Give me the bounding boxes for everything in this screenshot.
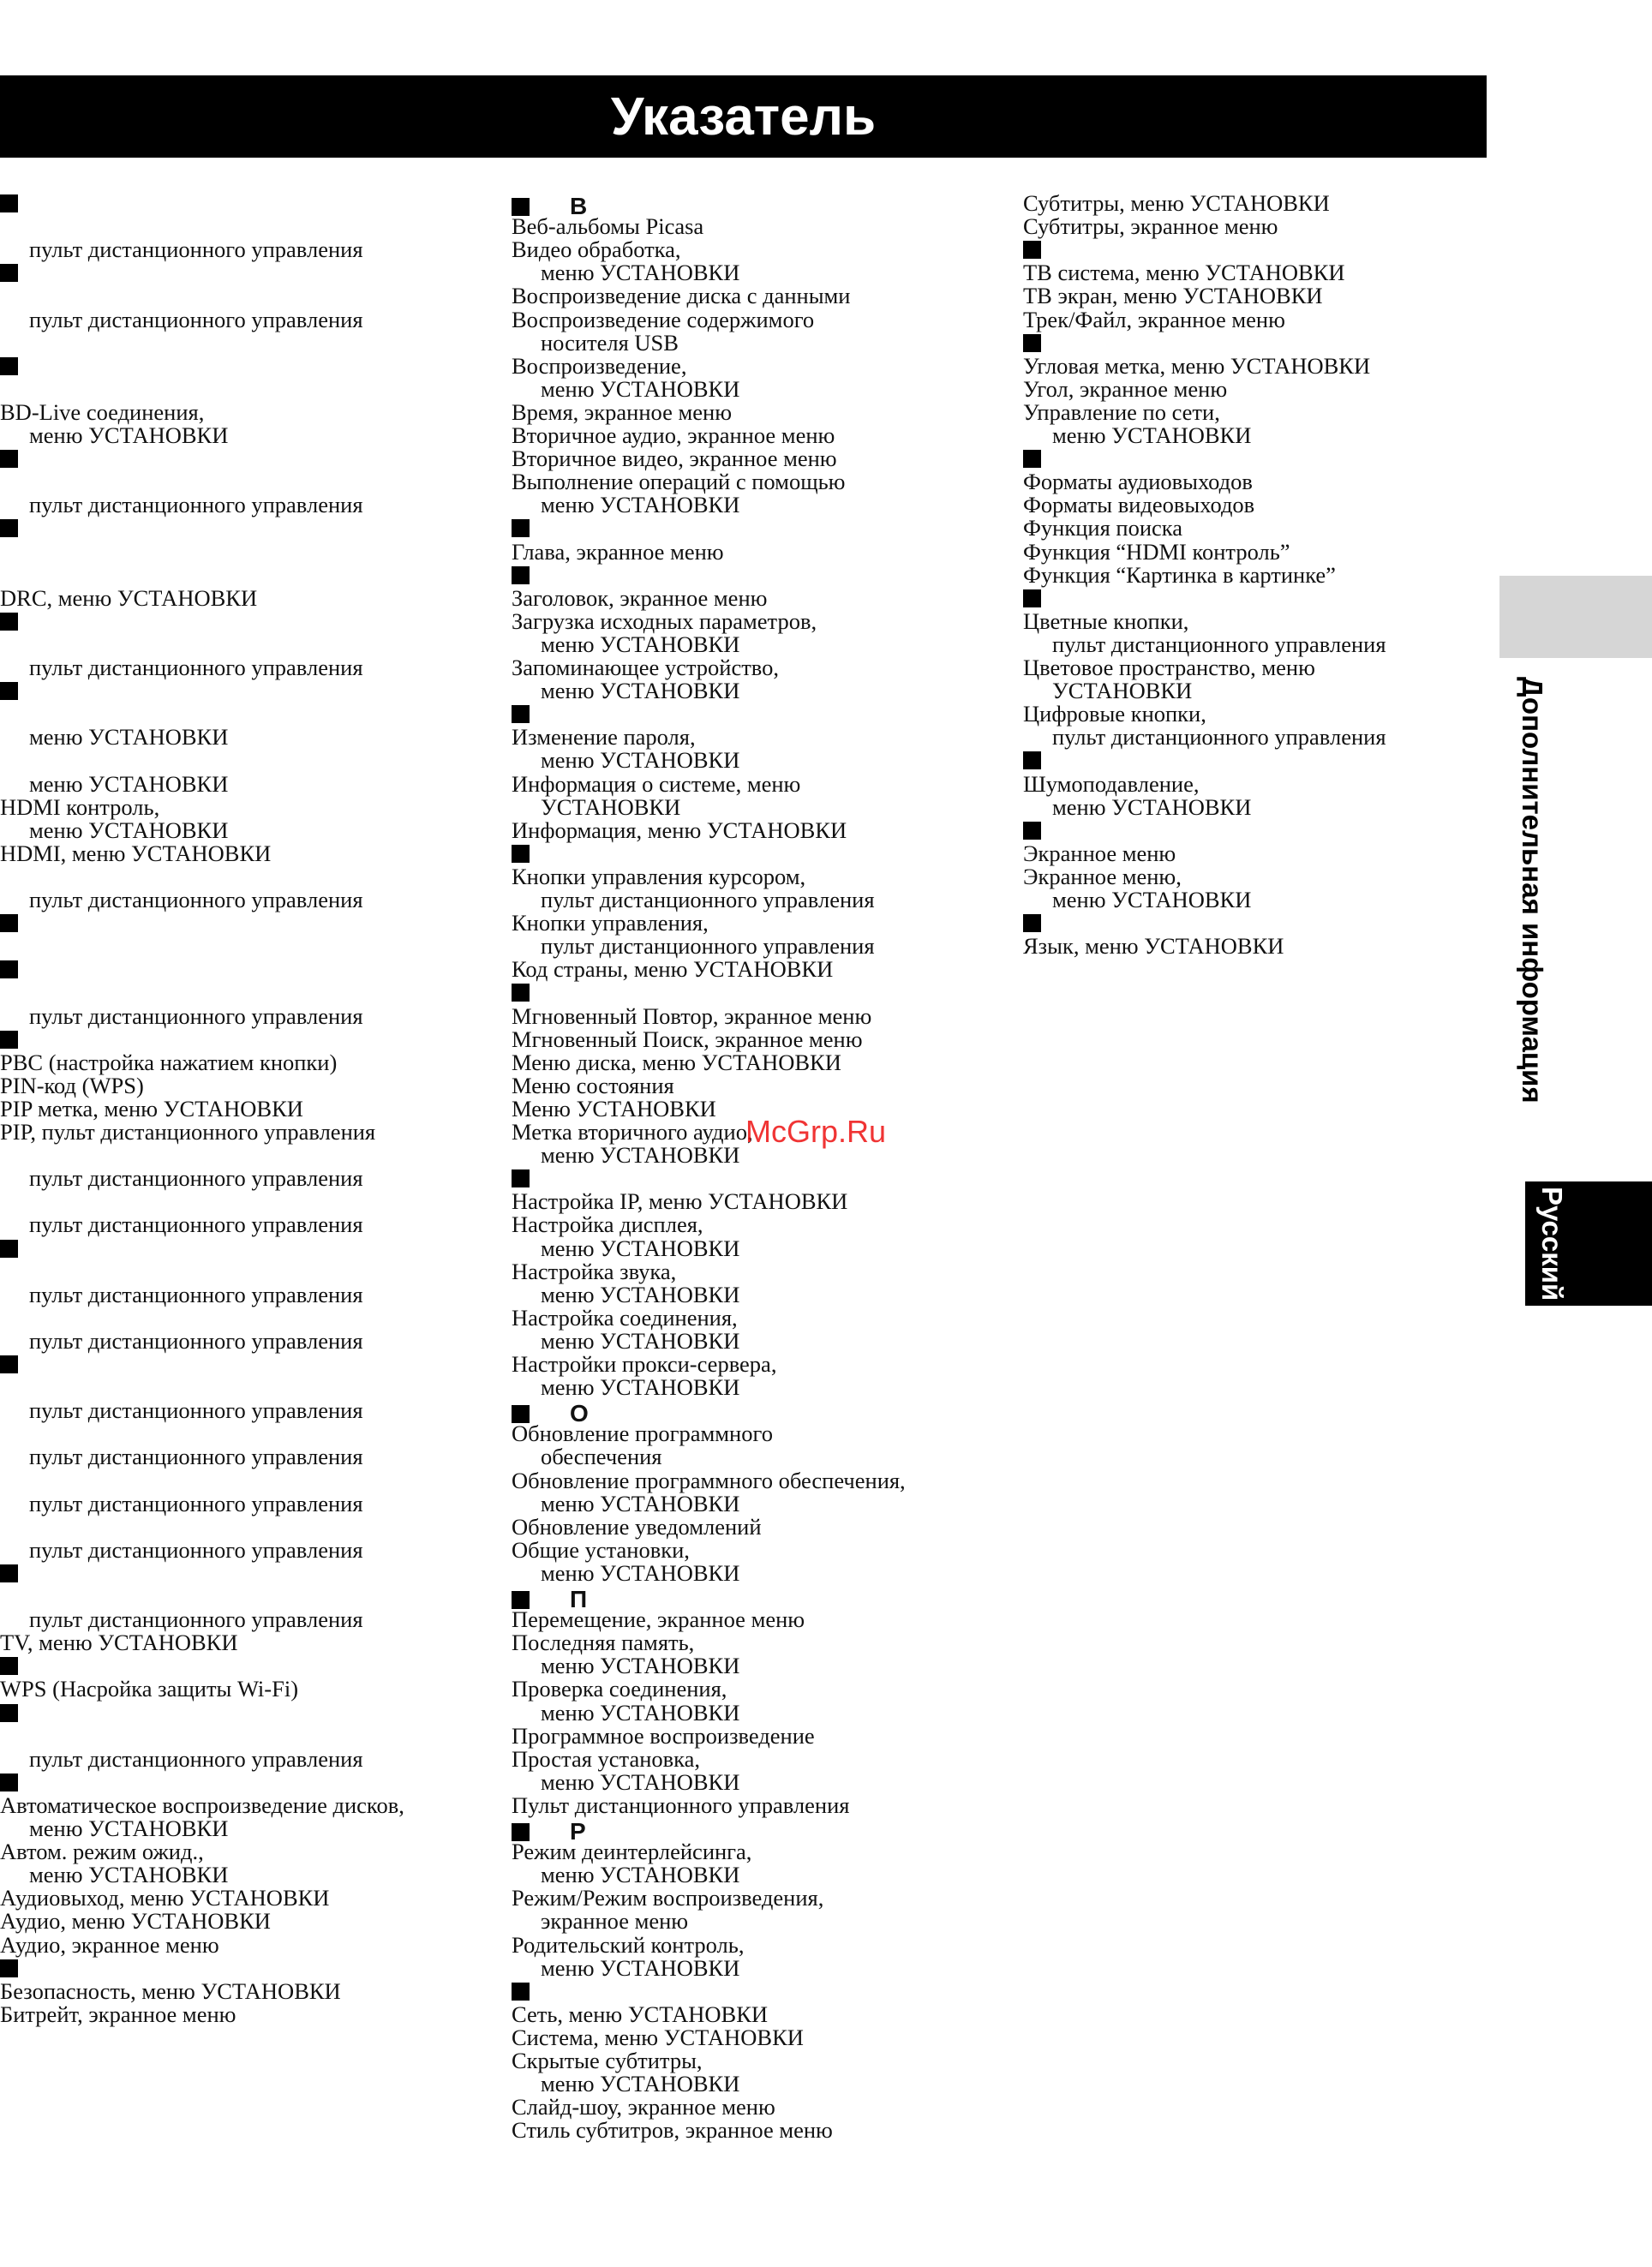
index-letter-heading: [0, 1355, 18, 1373]
index-entry: Код страны, меню УСТАНОВКИ: [512, 956, 834, 983]
page-title: Указатель: [610, 87, 877, 147]
index-entry: HDMI, меню УСТАНОВКИ: [0, 840, 272, 866]
index-subentry: пульт дистанционного управления: [541, 933, 875, 960]
index-entry: Время, экранное меню: [512, 398, 732, 425]
index-entry: Настройка IP, меню УСТАНОВКИ: [512, 1188, 848, 1215]
index-entry: Слайд-шоу, экранное меню: [512, 2094, 775, 2120]
square-bullet-icon: [0, 1355, 18, 1373]
index-letter-heading: [512, 1169, 530, 1187]
index-subentry: пульт дистанционного управления: [29, 655, 363, 680]
index-subentry: пульт дистанционного управления: [29, 1165, 363, 1192]
square-bullet-icon: [1023, 589, 1041, 607]
index-entry: Воспроизведение содержимого: [512, 306, 815, 332]
index-entry: PIN-код (WPS): [0, 1072, 144, 1098]
index-entry: PIP, пульт дистанционного управления: [0, 1119, 376, 1145]
square-bullet-icon: [0, 194, 18, 212]
index-subentry: меню УСТАНОВКИ: [541, 631, 740, 657]
section-label-text: Дополнительная информация: [1517, 677, 1548, 1104]
index-subentry: пульт дистанционного управления: [1052, 724, 1386, 751]
index-subentry: пульт дистанционного управления: [29, 306, 363, 332]
index-subentry: пульт дистанционного управления: [541, 887, 875, 912]
index-subentry: пульт дистанционного управления: [29, 887, 363, 912]
index-entry: Кнопки управления,: [512, 910, 709, 936]
index-entry: Обновление программного обеспечения,: [512, 1467, 906, 1493]
square-bullet-icon: [0, 1240, 18, 1258]
index-letter-heading: [512, 566, 530, 584]
index-subentry: меню УСТАНОВКИ: [541, 492, 740, 518]
square-bullet-icon: [0, 264, 18, 282]
index-entry: Шумоподавление,: [1023, 770, 1200, 797]
index-entry: Цветовое пространство, меню: [1023, 655, 1315, 680]
index-entry: Вторичное аудио, экранное меню: [512, 422, 835, 448]
index-letter-heading: [0, 450, 18, 468]
index-entry: Аудио, меню УСТАНОВКИ: [0, 1908, 271, 1935]
index-entry: Цветные кнопки,: [1023, 607, 1189, 634]
index-letter-heading: [512, 845, 530, 863]
index-entry: Проверка соединения,: [512, 1676, 727, 1702]
index-entry: Последняя память,: [512, 1630, 695, 1656]
square-bullet-icon: [0, 613, 18, 631]
index-subentry: пульт дистанционного управления: [29, 1281, 363, 1307]
index-letter-heading: [1023, 914, 1041, 932]
index-subentry: меню УСТАНОВКИ: [29, 816, 229, 843]
index-subentry: пульт дистанционного управления: [29, 1211, 363, 1238]
index-entry: Настройки прокси-сервера,: [512, 1351, 777, 1377]
index-subentry: меню УСТАНОВКИ: [541, 1559, 740, 1586]
index-entry: Угловая метка, меню УСТАНОВКИ: [1023, 352, 1371, 379]
index-entry: Аудио, экранное меню: [0, 1931, 219, 1958]
index-entry: Меню состояния: [512, 1072, 674, 1098]
index-entry: Экранное меню: [1023, 840, 1176, 866]
page-title-bar: [0, 75, 1487, 158]
index-letter-heading: [0, 1774, 18, 1791]
index-entry: Управление по сети,: [1023, 398, 1220, 425]
index-entry: Режим деинтерлейсинга,: [512, 1839, 752, 1865]
index-subentry: меню УСТАНОВКИ: [541, 1327, 740, 1354]
square-bullet-icon: [512, 1983, 530, 2001]
square-bullet-icon: [0, 1031, 18, 1049]
square-bullet-icon: [0, 1657, 18, 1675]
index-entry: Видео обработка,: [512, 236, 681, 263]
index-entry: Система, меню УСТАНОВКИ: [512, 2024, 804, 2050]
index-entry: Экранное меню,: [1023, 863, 1182, 889]
index-entry: Программное воспроизведение: [512, 1722, 815, 1749]
index-entry: Перемещение, экранное меню: [512, 1606, 805, 1633]
watermark: McGrp.Ru: [745, 1114, 887, 1149]
index-subentry: меню УСТАНОВКИ: [541, 1374, 740, 1401]
index-entry: Информация о системе, меню: [512, 770, 801, 797]
index-subentry: пульт дистанционного управления: [29, 1397, 363, 1424]
index-entry: Угол, экранное меню: [1023, 375, 1228, 402]
index-letter-heading: [0, 1240, 18, 1258]
side-tab-gray: [1499, 576, 1652, 658]
index-subentry: пульт дистанционного управления: [29, 1536, 363, 1563]
index-subentry: меню УСТАНОВКИ: [541, 678, 740, 704]
heading-letter: Р: [570, 1818, 586, 1845]
index-subentry: пульт дистанционного управления: [1052, 631, 1386, 657]
square-bullet-icon: [0, 450, 18, 468]
index-letter-heading: [0, 1031, 18, 1049]
index-subentry: меню УСТАНОВКИ: [1052, 887, 1252, 912]
index-entry: Настройка соединения,: [512, 1304, 738, 1331]
square-bullet-icon: [512, 984, 530, 1002]
index-letter-heading: [512, 519, 530, 537]
index-subentry: меню УСТАНОВКИ: [541, 2071, 740, 2097]
index-subentry: меню УСТАНОВКИ: [29, 1862, 229, 1888]
index-letter-heading: [1023, 450, 1041, 468]
index-entry: HDMI контроль,: [0, 793, 160, 820]
index-subentry: обеспечения: [541, 1444, 662, 1470]
index-entry: Родительский контроль,: [512, 1931, 745, 1958]
index-subentry: меню УСТАНОВКИ: [29, 770, 229, 797]
index-entry: Субтитры, экранное меню: [1023, 213, 1278, 240]
index-entry: Настройка звука,: [512, 1258, 677, 1284]
index-entry: ТВ система, меню УСТАНОВКИ: [1023, 260, 1345, 286]
index-entry: Язык, меню УСТАНОВКИ: [1023, 933, 1284, 960]
square-bullet-icon: [1023, 751, 1041, 769]
square-bullet-icon: [0, 960, 18, 978]
index-letter-heading: [0, 1564, 18, 1582]
index-entry: WPS (Насройка защиты Wi-Fi): [0, 1676, 299, 1702]
square-bullet-icon: [0, 357, 18, 375]
language-tab: [1525, 1181, 1652, 1306]
square-bullet-icon: [1023, 822, 1041, 840]
index-letter-heading: [0, 1959, 18, 1977]
index-entry: Глава, экранное меню: [512, 538, 724, 565]
square-bullet-icon: [512, 1169, 530, 1187]
index-entry: Безопасность, меню УСТАНОВКИ: [0, 1977, 341, 2004]
square-bullet-icon: [1023, 450, 1041, 468]
index-subentry: меню УСТАНОВКИ: [541, 1699, 740, 1726]
index-entry: Меню диска, меню УСТАНОВКИ: [512, 1049, 841, 1075]
index-subentry: меню УСТАНОВКИ: [29, 724, 229, 751]
index-subentry: пульт дистанционного управления: [29, 1745, 363, 1772]
square-bullet-icon: [512, 845, 530, 863]
index-entry: PBC (настройка нажатием кнопки): [0, 1049, 338, 1075]
index-entry: Запоминающее устройство,: [512, 655, 780, 680]
index-letter-heading: [0, 960, 18, 978]
index-letter-heading: [1023, 241, 1041, 259]
index-entry: Меню УСТАНОВКИ: [512, 1095, 716, 1122]
index-entry: Сеть, меню УСТАНОВКИ: [512, 2001, 769, 2027]
index-entry: Стиль субтитров, экранное меню: [512, 2117, 833, 2144]
index-letter-heading: [0, 194, 18, 212]
index-entry: Метка вторичного аудио,: [512, 1119, 753, 1145]
index-subentry: меню УСТАНОВКИ: [541, 1862, 740, 1888]
square-bullet-icon: [1023, 241, 1041, 259]
index-subentry: пульт дистанционного управления: [29, 1327, 363, 1354]
index-letter-heading: [0, 519, 18, 537]
index-letter-heading: [512, 984, 530, 1002]
index-subentry: меню УСТАНОВКИ: [541, 1235, 740, 1261]
index-entry: Функция поиска: [1023, 515, 1183, 541]
index-entry: Функция “HDMI контроль”: [1023, 538, 1290, 565]
square-bullet-icon: [0, 519, 18, 537]
index-letter-heading: [1023, 751, 1041, 769]
index-letter-heading: [512, 1983, 530, 2001]
index-entry: ТВ экран, меню УСТАНОВКИ: [1023, 283, 1323, 309]
index-entry: Вторичное видео, экранное меню: [512, 446, 837, 472]
square-bullet-icon: [0, 1774, 18, 1791]
index-subentry: УСТАНОВКИ: [541, 793, 681, 820]
index-subentry: пульт дистанционного управления: [29, 236, 363, 263]
index-entry: Субтитры, меню УСТАНОВКИ: [1023, 190, 1330, 216]
index-entry: Кнопки управления курсором,: [512, 863, 806, 889]
index-entry: Автоматическое воспроизведение дисков,: [0, 1791, 404, 1818]
index-letter-heading: [0, 914, 18, 932]
heading-letter: В: [570, 193, 588, 219]
index-entry: Выполнение операций с помощью: [512, 469, 846, 495]
index-entry: Режим/Режим воспроизведения,: [512, 1885, 824, 1911]
index-subentry: меню УСТАНОВКИ: [541, 747, 740, 774]
index-entry: PIP метка, меню УСТАНОВКИ: [0, 1095, 303, 1122]
language-label: Русский: [1536, 1187, 1568, 1301]
index-entry: Битрейт, экранное меню: [0, 2001, 236, 2027]
index-subentry: меню УСТАНОВКИ: [541, 260, 740, 286]
index-letter-heading: [0, 613, 18, 631]
index-subentry: меню УСТАНОВКИ: [1052, 422, 1252, 448]
index-letter-heading: [512, 705, 530, 723]
index-entry: Форматы видеовыходов: [1023, 492, 1255, 518]
index-subentry: пульт дистанционного управления: [29, 492, 363, 518]
index-letter-heading: [1023, 589, 1041, 607]
index-subentry: меню УСТАНОВКИ: [1052, 793, 1252, 820]
index-entry: DRC, меню УСТАНОВКИ: [0, 584, 258, 611]
square-bullet-icon: [1023, 334, 1041, 352]
index-subentry: экранное меню: [541, 1908, 689, 1935]
index-letter-heading: [0, 1657, 18, 1675]
index-entry: Пульт дистанционного управления: [512, 1791, 850, 1818]
index-subentry: пульт дистанционного управления: [29, 1490, 363, 1516]
index-subentry: носителя USB: [541, 329, 679, 356]
index-subentry: меню УСТАНОВКИ: [29, 1815, 229, 1841]
index-entry: Обновление программного: [512, 1421, 773, 1447]
index-entry: Воспроизведение,: [512, 352, 687, 379]
heading-letter: П: [570, 1586, 588, 1612]
index-letter-heading: [0, 264, 18, 282]
heading-letter: О: [570, 1400, 589, 1427]
index-subentry: пульт дистанционного управления: [29, 1606, 363, 1633]
index-subentry: пульт дистанционного управления: [29, 1002, 363, 1029]
index-letter-heading: [1023, 334, 1041, 352]
index-subentry: меню УСТАНОВКИ: [541, 1281, 740, 1307]
index-entry: Настройка дисплея,: [512, 1211, 703, 1238]
index-subentry: УСТАНОВКИ: [1052, 678, 1193, 704]
index-subentry: пульт дистанционного управления: [29, 1444, 363, 1470]
square-bullet-icon: [0, 1564, 18, 1582]
index-letter-heading: [0, 1704, 18, 1722]
index-subentry: меню УСТАНОВКИ: [541, 1653, 740, 1679]
index-entry: Изменение пароля,: [512, 724, 696, 751]
index-subentry: меню УСТАНОВКИ: [541, 1490, 740, 1516]
section-label: [1506, 677, 1558, 1157]
index-entry: Общие установки,: [512, 1536, 690, 1563]
index-entry: Скрытые субтитры,: [512, 2048, 703, 2073]
square-bullet-icon: [512, 705, 530, 723]
index-entry: Веб-альбомы Picasa: [512, 213, 704, 240]
index-entry: Трек/Файл, экранное меню: [1023, 306, 1285, 332]
square-bullet-icon: [0, 914, 18, 932]
index-subentry: меню УСТАНОВКИ: [29, 422, 229, 448]
index-letter-heading: [0, 357, 18, 375]
index-entry: Заголовок, экранное меню: [512, 584, 768, 611]
square-bullet-icon: [0, 682, 18, 700]
index-entry: BD-Live соединения,: [0, 398, 205, 425]
square-bullet-icon: [0, 1704, 18, 1722]
index-subentry: меню УСТАНОВКИ: [541, 1954, 740, 1981]
index-entry: TV, меню УСТАНОВКИ: [0, 1630, 238, 1656]
index-entry: Простая установка,: [512, 1745, 701, 1772]
square-bullet-icon: [512, 566, 530, 584]
index-entry: Мгновенный Поиск, экранное меню: [512, 1026, 863, 1052]
index-subentry: меню УСТАНОВКИ: [541, 1768, 740, 1795]
index-entry: Обновление уведомлений: [512, 1513, 762, 1540]
index-subentry: меню УСТАНОВКИ: [541, 1142, 740, 1169]
index-entry: Информация, меню УСТАНОВКИ: [512, 816, 847, 843]
square-bullet-icon: [1023, 914, 1041, 932]
index-letter-heading: [1023, 822, 1041, 840]
index-entry: Воспроизведение диска с данными: [512, 283, 851, 309]
square-bullet-icon: [512, 519, 530, 537]
index-entry: Форматы аудиовыходов: [1023, 469, 1253, 495]
index-letter-heading: [0, 682, 18, 700]
index-entry: Мгновенный Повтор, экранное меню: [512, 1002, 872, 1029]
index-entry: Загрузка исходных параметров,: [512, 607, 817, 634]
index-entry: Функция “Картинка в картинке”: [1023, 561, 1336, 588]
index-entry: Цифровые кнопки,: [1023, 701, 1206, 727]
square-bullet-icon: [0, 1959, 18, 1977]
index-entry: Автом. режим ожид.,: [0, 1839, 204, 1865]
index-subentry: меню УСТАНОВКИ: [541, 375, 740, 402]
index-entry: Аудиовыход, меню УСТАНОВКИ: [0, 1885, 330, 1911]
